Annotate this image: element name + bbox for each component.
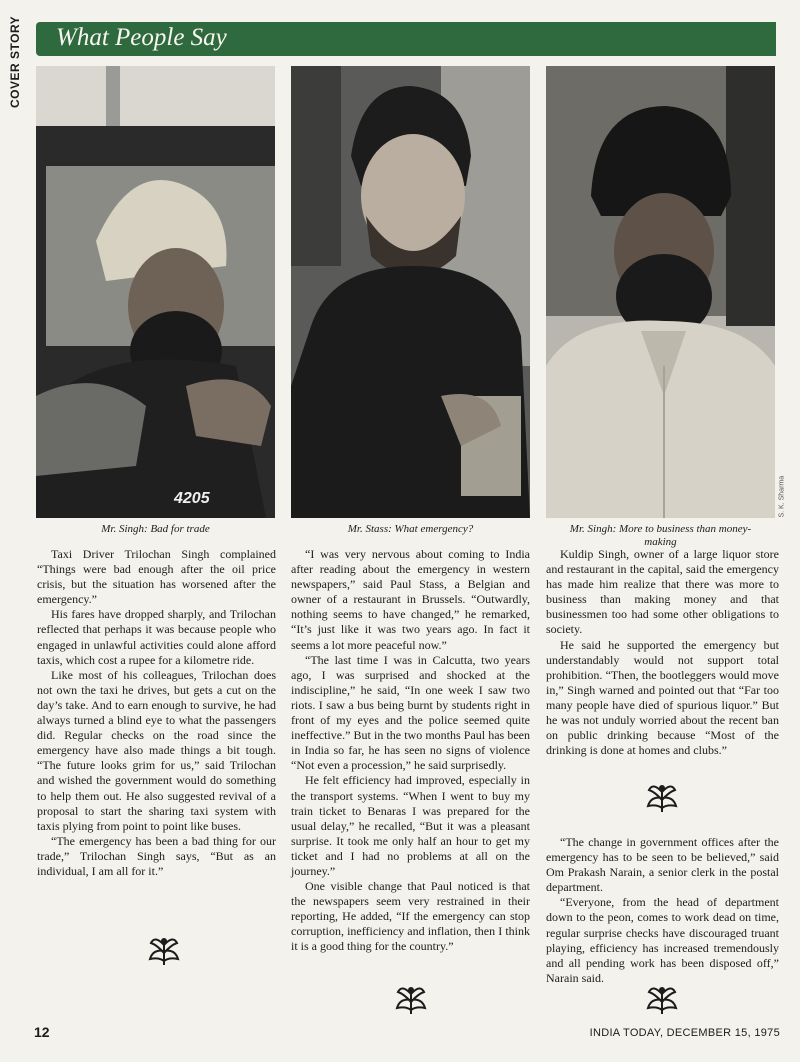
ornament-icon: [394, 982, 428, 1016]
paragraph: He felt efficiency had improved, especially in the transport systems. “When I went to buy my train ticket to Benaras I was prepared for the usual delay,” he recalled, “But it was a pleasant surprise. It took me only half an hour to get my ticket and I had no problems at all on the journey.”: [291, 773, 530, 878]
section-banner: [36, 22, 776, 56]
paragraph: He said he supported the emergency but understandably would not support total prohibition. “Then, the bootleggers would move in,” Singh warned and pointed out that “Far too many people have died of spurious liquor.” But he was not unduly worried about the recent ban on public drinking because “Most of the drinking is done at homes and clubs.”: [546, 637, 779, 758]
column-middle: [291, 547, 530, 955]
photo-paul-stass: [291, 66, 530, 518]
paragraph: His fares have dropped sharply, and Trilochan reflected that perhaps it was because people who engaged in unlawful activities could alone afford taxis, which cost a rupee for a kilometre ride.: [37, 607, 276, 667]
section-label: COVER STORY: [8, 15, 22, 108]
ornament-icon: [645, 982, 679, 1016]
paragraph: Taxi Driver Trilochan Singh complained “Things were bad enough after the oil price crisis, but the situation has worsened after the emergency.”: [37, 547, 276, 607]
paragraph: “Everyone, from the head of department down to the peon, comes to work dead on time, regular surprise checks have discouraged truant playing, efficiency has increased tremendously and all pending work has been disposed off,” Narain said.: [546, 895, 779, 985]
ornament-icon: [645, 780, 679, 814]
column-right-bottom: [546, 835, 779, 986]
photo-taxi-driver: [36, 66, 275, 518]
paragraph: “The last time I was in Calcutta, two years ago, I was surprised and shocked at the indiscipline,” he said, “In one week I saw two riots. I saw a bus being burnt by students right in front of my eyes and the police seemed quite ineffective.” But in the two months Paul has been in India so far, he has seen no signs of violence “Not even a procession,” he said surprisedly.: [291, 652, 530, 773]
ornament-icon: [147, 933, 181, 967]
photo-credit: S. K. Sharma: [778, 475, 786, 518]
banner-title: What People Say: [56, 24, 227, 51]
paragraph: One visible change that Paul noticed is that the newspapers seem very restrained in their reporting, He added, “If the emergency can stop corruption, inefficiency and inflation, then I think it is a good thing for the country.”: [291, 879, 530, 954]
paragraph: “The emergency has been a bad thing for our trade,” Trilochan Singh says, “But as an individual, I am all for it.”: [37, 833, 276, 878]
taxi-plate: 4205: [174, 490, 210, 507]
page-number: 12: [34, 1024, 50, 1040]
caption-left: Mr. Singh: Bad for trade: [101, 523, 210, 535]
column-right-top: [546, 547, 779, 758]
paragraph: “I was very nervous about coming to India after reading about the emergency in western newspapers,” said Paul Stass, a Belgian and owner of a restaurant in Brussels. “Outwardly, nothing seems to have changed,” he remarked, “It’s just like it was two years ago. In fact it seems a lot more peaceful now.”: [291, 547, 530, 652]
paragraph: Kuldip Singh, owner of a large liquor store and restaurant in the capital, said the emergency has made him realize that there was more to business than making money and that businessmen too had some other obligations to society.: [546, 547, 779, 637]
caption-right: Mr. Singh: More to business than money-making: [569, 523, 752, 548]
photo-kuldip-singh: [546, 66, 775, 518]
caption-middle: Mr. Stass: What emergency?: [347, 523, 474, 535]
paragraph: Like most of his colleagues, Trilochan does not own the taxi he drives, but gets a cut on the day’s take. And to earn enough to survive, he had always turned a blind eye to what the passengers did. Regular checks on the road since the emergency have also made things a bit tough. “The future looks grim for us,” said Trilochan and wished the government would do something to help them out. He also suggested revival of a proposal to start the sharing taxi system with taxis plying from point to point like buses.: [37, 667, 276, 833]
column-left: [37, 547, 276, 879]
paragraph: “The change in government offices after the emergency has to be seen to be believed,” said Om Prakash Narain, a senior clerk in the postal department.: [546, 835, 779, 895]
magazine-footer: INDIA TODAY, DECEMBER 15, 1975: [589, 1027, 780, 1039]
